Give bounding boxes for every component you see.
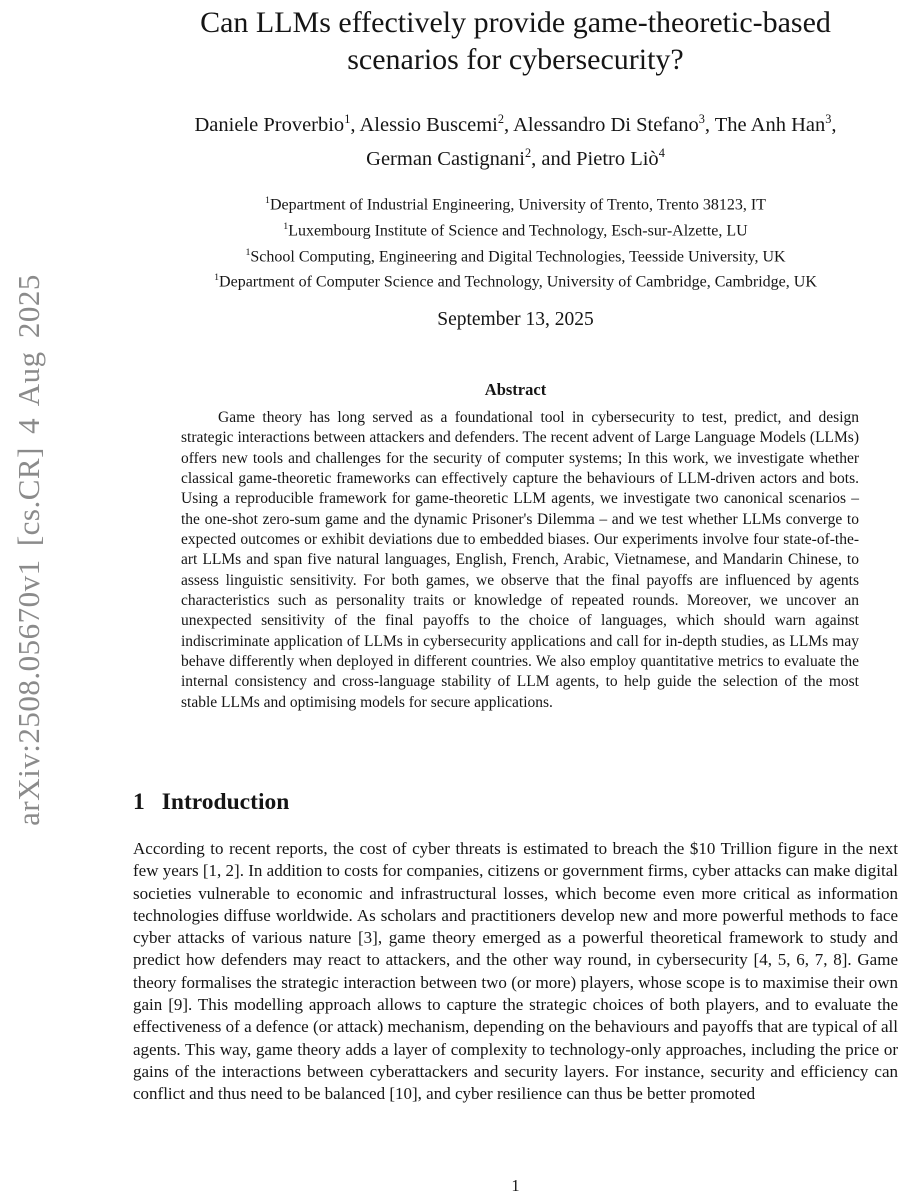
introduction-paragraph: According to recent reports, the cost of cyber threats is estimated to breach the $10 Trillion figure in the next few years [1, 2]. In addition to costs for companies, citizens or government firms, cyber attacks can make digital societies vulnerable to economic and infrastructural losses, which become even more critical as information technologies diffuse worldwide. As scholars and practitioners develop new and more powerful methods to face cyber attacks of various nature [3], game theory emerged as a powerful theoretical framework to study and predict how defenders may react to attackers, and the other way round, in cybersecurity [4, 5, 6, 7, 8]. Game theory formalises the strategic interaction between two (or more) players, whose scope is to maximise their own gain [9]. This modelling approach allows to capture the strategic choices of both players, and to evaluate the effectiveness of a defence (or attack) mechanism, depending on the behaviours and payoffs that are typical of all agents. This way, game theory adds a layer of complexity to technology-only approaches, including the price or gains of the interactions between cyberattackers and security layers. For instance, security and efficiency can conflict and thus need to be balanced [10], and cyber resilience can thus be better promoted: [133, 839, 899, 1104]
affiliation-marker: 1: [265, 195, 270, 206]
author-affil-marker: 3: [825, 112, 832, 126]
author-affil-marker: 3: [698, 112, 705, 126]
author-line-2: [133, 139, 898, 173]
affiliation-marker: 1: [245, 246, 251, 258]
abstract-text: Game theory has long served as a foundational tool in cybersecurity to test, predict, and design strategic interactions between attackers and defenders. The recent advent of Large Language Models (LLMs) offers new tools and challenges for the security of computer systems; In this work, we investigate whether classical game-theoretic frameworks can effectively capture the behaviours of LLM-driven actors and bots. Using a reproducible framework for game-theoretic LLM agents, we investigate two canonical scenarios – the one-shot zero-sum game and the dynamic Prisoner's Dilemma – and we test whether LLMs converge to expected outcomes or exhibit deviations due to embedded biases. Our experiments involve four state-of-the-art LLMs and span five natural languages, English, French, Arabic, Vietnamese, and Mandarin Chinese, to assess linguistic sensitivity. For both games, we observe that the final payoffs are influenced by agents characteristics such as personality traits or knowledge of repeated rounds. Moreover, we uncover an unexpected sensitivity of the final payoffs to the choice of languages, which should warn against indiscriminate application of LLMs in cybersecurity applications and call for in-depth studies, as LLMs may behave differently when deployed in different countries. We also employ quantitative metrics to evaluate the internal consistency and cross-language stability of LLM agents, to help guide the selection of the most stable LLMs and optimising models for secure applications.: [181, 409, 859, 711]
author-affil-marker: 1: [344, 112, 351, 126]
affiliation-line: [133, 190, 898, 216]
page-title: [133, 4, 898, 78]
author-list: [133, 105, 898, 173]
affiliation-text: Department of Computer Science and Technology, University of Cambridge, Cambridge, UK: [219, 273, 817, 291]
arxiv-stamp: arXiv:2508.05670v1 [cs.CR] 4 Aug 2025: [11, 274, 46, 826]
author: German Castignani$^2$, and: [366, 145, 577, 170]
section-title: Introduction: [161, 789, 290, 815]
affiliation-line: [133, 216, 898, 242]
affiliation-line: [133, 242, 898, 268]
author: Alessio Buscemi$^2$,: [359, 112, 514, 136]
author: Alessandro Di Stefano$^3$,: [513, 112, 715, 136]
abstract-body: [181, 408, 859, 713]
affiliation-line: [133, 267, 898, 293]
author-affil-marker: 4: [658, 145, 665, 160]
author: Daniele Proverbio$^1$,: [194, 112, 360, 136]
section-number: 1: [133, 789, 145, 815]
author-affil-marker: 2: [524, 145, 532, 160]
page-number: 1: [511, 1176, 520, 1195]
author-line-1: [133, 105, 898, 139]
paper-title-text: Can LLMs effectively provide game-theoretic-based scenarios for cybersecurity?: [200, 6, 831, 76]
affiliation-text: Luxembourg Institute of Science and Technology, Esch-sur-Alzette, LU: [288, 222, 748, 240]
abstract-heading: Abstract: [484, 380, 547, 399]
author: Pietro Liò$^4$: [576, 145, 665, 170]
affiliation-marker: 1: [214, 272, 220, 284]
author-affil-marker: 2: [497, 112, 504, 126]
paper-date: September 13, 2025: [437, 309, 594, 330]
author: The Anh Han$^3$,: [714, 112, 837, 136]
affiliation-marker: 1: [283, 220, 289, 232]
affiliation-list: [133, 190, 898, 293]
affiliation-text: School Computing, Engineering and Digital Technologies, Teesside University, UK: [250, 247, 786, 265]
section-heading-introduction: [133, 789, 898, 816]
introduction-body: [133, 838, 898, 1106]
affiliation-text: Department of Industrial Engineering, University of Trento, Trento 38123, IT: [270, 196, 766, 214]
